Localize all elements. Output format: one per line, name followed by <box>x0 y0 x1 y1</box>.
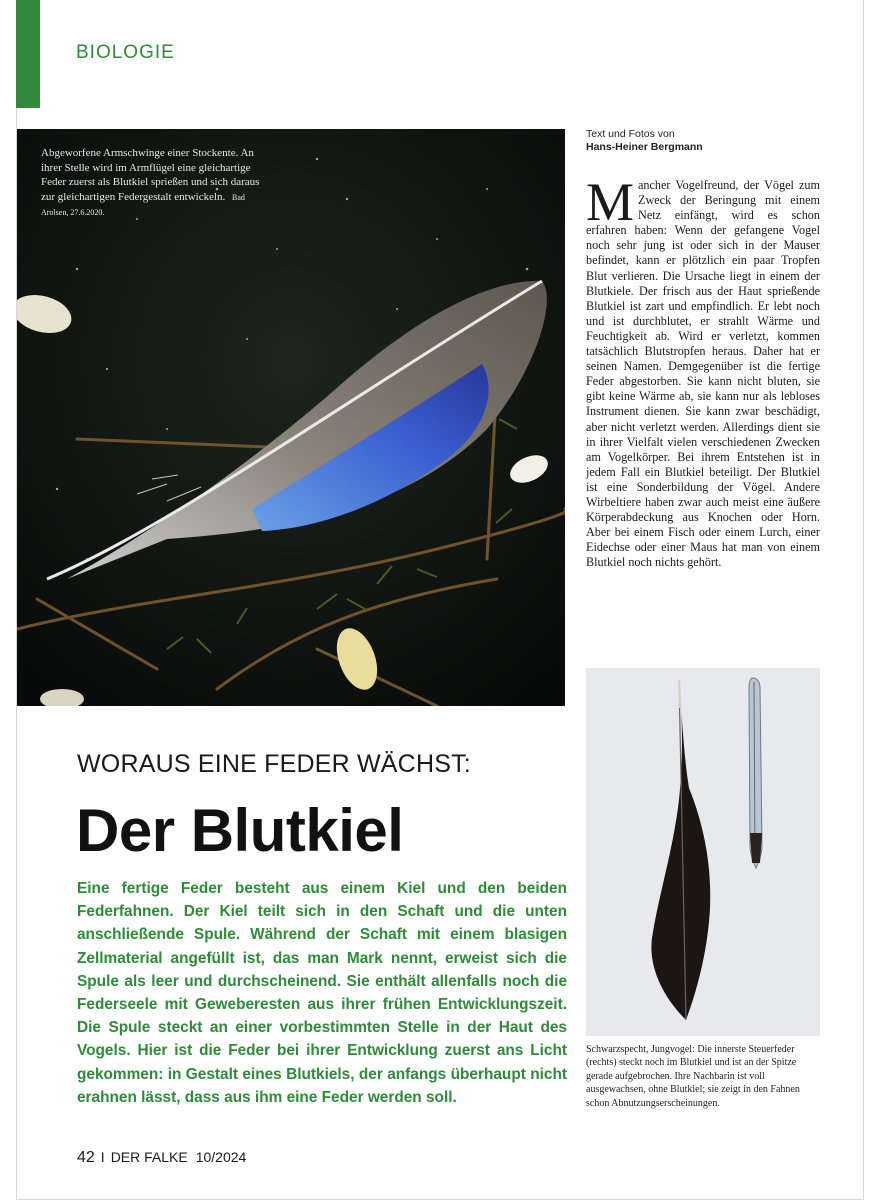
page-footer <box>77 1149 246 1167</box>
feather-photo-caption: Schwarzspecht, Jungvogel: Die innerste Steuerfeder (rechts) steckt noch im Blutkiel und ist an der Spitze gerade aufgebrochen. Ihre Nachbarin ist voll ausgewachsen, ohne Blutkiel; sie zeigt in den Fahnen schon Abnutzungserscheinungen. <box>586 1044 800 1109</box>
main-photo-caption-date: Bad Arolsen, 27.6.2020. <box>41 192 245 217</box>
article-body <box>586 172 820 570</box>
lead-paragraph: Eine fertige Feder besteht aus einem Kiel und den beiden Federfahnen. Der Kiel teilt sich in den Schaft und die unten anschließende Spule. Während der Schaft mit einem blasigen Zellmaterial angefüllt ist, das man Mark nennt, erweist sich die Spule als leer und durchscheinend. Sie enthält allenfalls noch die Federseele mit Geweberesten aus ihrer frühen Entwicklungszeit. Die Spule steckt an einer vorbestimmten Stelle in der Haut des Vogels. Hier ist die Feder bei ihrer Entwicklung zuerst ans Licht gekommen: in Gestalt eines Blutkiels, der anfangs überhaupt nicht erahnen lässt, dass aus ihm eine Feder werden soll. <box>77 880 567 1106</box>
section-color-tab <box>16 0 40 108</box>
main-photo-caption-text: Abgeworfene Armschwinge einer Stockente. An ihrer Stelle wird im Armflügel eine gleichartige Feder zuerst als Blutkiel sprießen und sich daraus zur gleichartigen Federgestalt entwickeln. <box>41 147 260 203</box>
headline-kicker: WORAUS EINE FEDER WÄCHST: <box>77 750 471 778</box>
article-body-text: ancher Vogelfreund, der Vögel zum Zweck der Beringung mit einem Netz einfängt, wird es schon erfahren haben: Wenn der gefangene Vogel noch sehr jung ist oder sich in der Mauser befindet, kann er plötzlich ein paar Tropfen Blut verlieren. Die Ursache liegt in einem der Blutkiele. Der frisch aus der Haut sprießende Blutkiel ist zart und empfindlich. Er lebt noch und ist durchblutet, er strahlt Wärme und Feuchtigkeit ab. Wird er verletzt, kommen tatsächlich Blutstropfen heraus. Daher hat er seinen Namen. Demgegenüber ist die fertige Feder abgestorben. Sie kann nicht bluten, sie gibt keine Wärme ab, sie kann nur als lebloses Instrument dienen. Sie kann zwar beschädigt, aber nicht verletzt werden. Allerdings dient sie in ihrer Vielfalt vielen verschiedenen Zwecken am Vogelkörper. Bei ihrem Entstehen ist in jedem Fall ein Blutkiel beteiligt. Der Blutkiel ist eine Sonderbildung der Vögel. Andere Wirbeltiere haben zwar auch meist eine äußere Körperabdeckung aus Knochen oder Horn. Aber bei einem Fisch oder einem Lurch, einer Eidechse oder einer Maus hat man von einem Blutkiel noch nichts gehört. <box>586 178 820 570</box>
headline-title: Der Blutkiel <box>76 797 404 864</box>
page-number: 42 <box>77 1149 95 1166</box>
woodpecker-feathers-photo <box>586 668 820 1036</box>
footer-separator: I <box>100 1149 105 1165</box>
author-name: Hans-Heiner Bergmann <box>586 141 703 153</box>
main-photo-duck-feather <box>17 129 565 706</box>
drop-cap: M <box>586 172 635 232</box>
feathers-illustration <box>586 668 820 1036</box>
issue-number: 10/2024 <box>195 1149 247 1165</box>
main-photo-caption <box>41 146 261 221</box>
author-credit <box>586 128 703 154</box>
author-credit-line: Text und Fotos von <box>586 128 675 140</box>
magazine-name: DER FALKE <box>110 1149 188 1165</box>
section-label: BIOLOGIE <box>76 42 175 63</box>
